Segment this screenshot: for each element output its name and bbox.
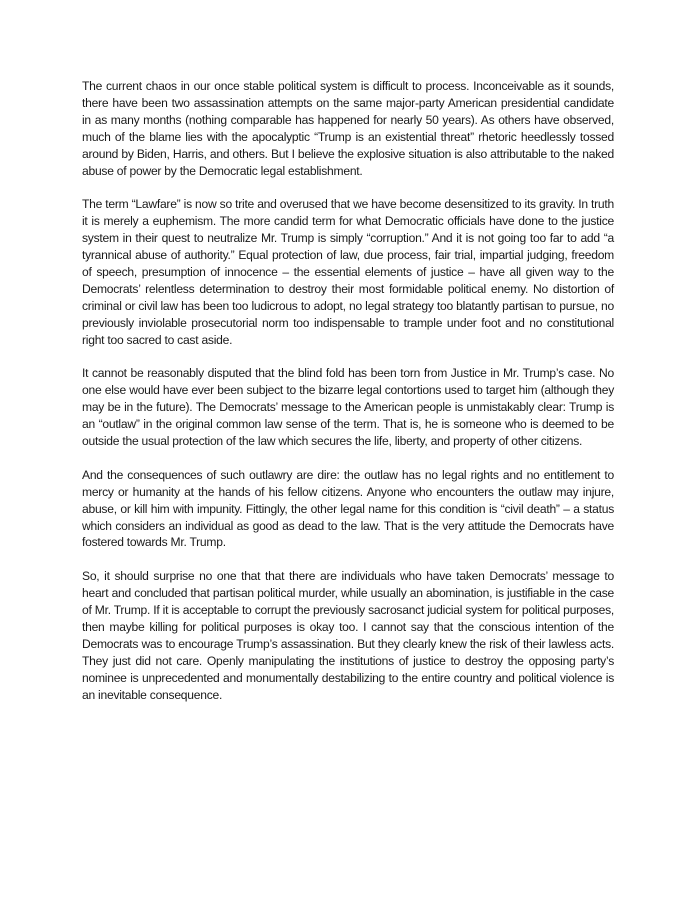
paragraph-4: And the consequences of such outlawry are dire: the outlaw has no legal rights and no entitlement to mercy or humanity at the hands of his fellow citizens. Anyone who encounters the outlaw may injure, abuse, or kill him with impunity. Fittingly, the other legal name for this condition is “civil death” – a status which considers an individual as good as dead to the law. That is the very attitude the Democrats have fostered towards Mr. Trump. bbox=[82, 467, 614, 550]
paragraph-2: The term “Lawfare” is now so trite and overused that we have become desensitized to its gravity. In truth it is merely a euphemism. The more candid term for what Democratic officials have done to the justice system in their quest to neutralize Mr. Trump is simply “corruption.” And it is not going too far to add “a tyrannical abuse of authority.” Equal protection of law, due process, fair trial, impartial judging, freedom of speech, presumption of innocence – the essential elements of justice – have all given way to the Democrats’ relentless determination to destroy their most formidable political enemy. No distortion of criminal or civil law has been too ludicrous to adopt, no legal strategy too blatantly partisan to pursue, no previously inviolable prosecutorial norm too indispensable to trample under foot and no constitutional right too sacred to cast aside. bbox=[82, 197, 614, 347]
paragraph-5: So, it should surprise no one that that there are individuals who have taken Democrats’ message to heart and concluded that partisan political murder, while usually an abomination, is justifiable in the case of Mr. Trump. If it is acceptable to corrupt the previously sacrosanct judicial system for political purposes, then maybe killing for political purposes is okay too. I cannot say that the conscious intention of the Democrats was to encourage Trump’s assassination. But they clearly knew the risk of their lawless acts. They just did not care. Openly manipulating the institutions of justice to destroy the opposing party’s nominee is unprecedented and monumentally destabilizing to the entire country and political violence is an inevitable consequence. bbox=[82, 569, 614, 702]
paragraph-1: The current chaos in our once stable political system is difficult to process. Inconceivable as it sounds, there have been two assassination attempts on the same major-party American presidential candidate in as many months (nothing comparable has happened for nearly 50 years). As others have observed, much of the blame lies with the apocalyptic “Trump is an existential threat” rhetoric heedlessly tossed around by Biden, Harris, and others. But I believe the explosive situation is also attributable to the naked abuse of power by the Democratic legal establishment. bbox=[82, 79, 614, 178]
document-body bbox=[82, 78, 614, 720]
paragraph-3: It cannot be reasonably disputed that the blind fold has been torn from Justice in Mr. Trump’s case. No one else would have ever been subject to the bizarre legal contortions used to target him (although they may be in the future). The Democrats’ message to the American people is unmistakably clear: Trump is an “outlaw” in the original common law sense of the term. That is, he is someone who is deemed to be outside the usual protection of the law which secures the life, liberty, and property of other citizens. bbox=[82, 366, 614, 448]
